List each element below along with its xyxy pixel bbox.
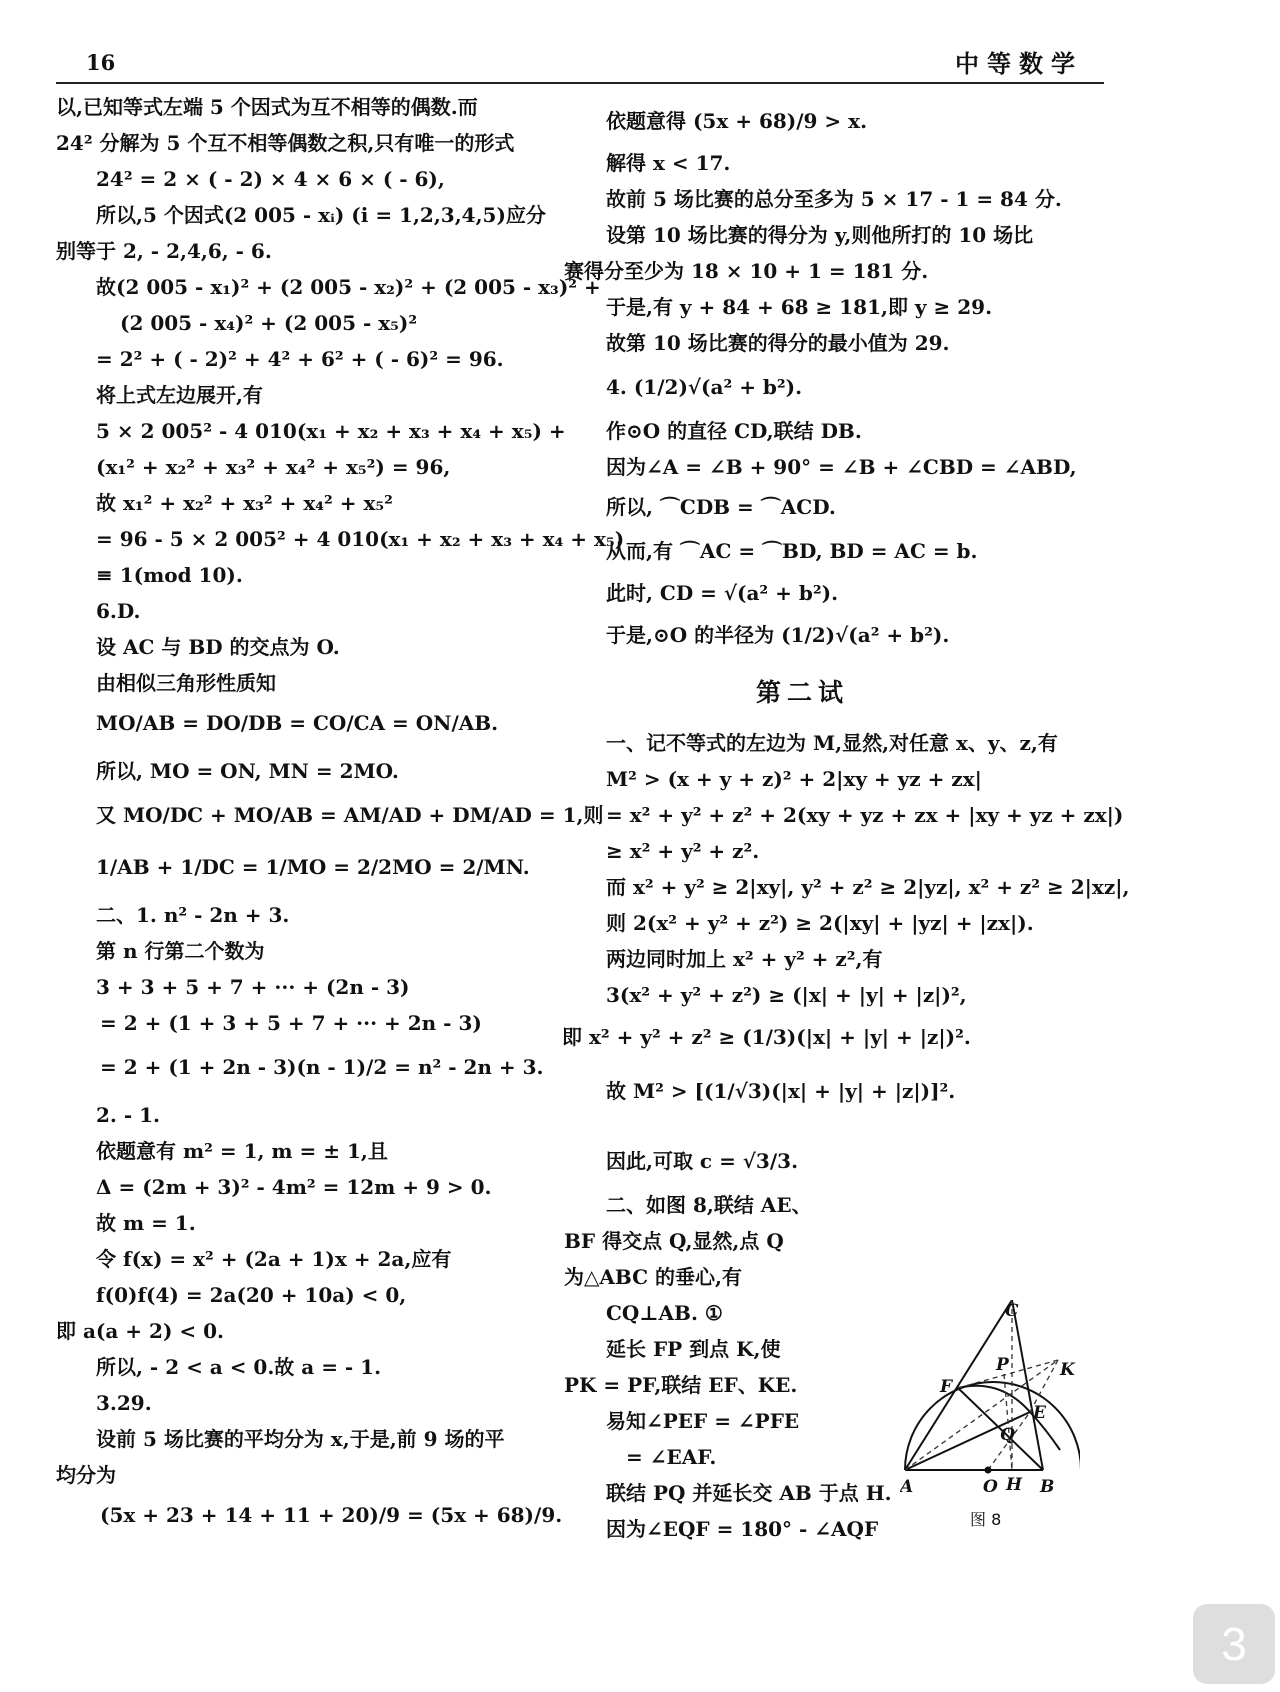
text-line: 赛得分至少为 18 × 10 + 1 = 181 分.	[564, 259, 929, 283]
equation: 而 x² + y² ≥ 2|xy|, y² + z² ≥ 2|yz|, x² + z² ≥ 2|xz|,	[606, 875, 1130, 899]
text-line: 易知∠PEF = ∠PFE	[606, 1409, 800, 1433]
equation: 3(x² + y² + z²) ≥ (|x| + |y| + |z|)²,	[606, 983, 967, 1007]
answer-label: 二、1. n² - 2n + 3.	[96, 903, 290, 927]
equation: 3 + 3 + 5 + 7 + ··· + (2n - 3)	[96, 975, 410, 999]
text-line: 由相似三角形性质知	[96, 671, 276, 695]
text-line: 别等于 2, - 2,4,6, - 6.	[56, 239, 272, 263]
text-line: 一、记不等式的左边为 M,显然,对任意 x、y、z,有	[606, 731, 1058, 755]
text-line: 依题意有 m² = 1, m = ± 1,且	[96, 1139, 388, 1163]
equation: = 2 + (1 + 3 + 5 + 7 + ··· + 2n - 3)	[100, 1011, 482, 1035]
text-line: 24² 分解为 5 个互不相等偶数之积,只有唯一的形式	[56, 131, 515, 155]
text-line: 联结 PQ 并延长交 AB 于点 H.	[606, 1481, 892, 1505]
text-line: BF 得交点 Q,显然,点 Q	[564, 1229, 784, 1253]
equation: = x² + y² + z² + 2(xy + yz + zx + |xy + yz + zx|)	[606, 803, 1124, 827]
equation: MO/AB = DO/DB = CO/CA = ON/AB.	[96, 711, 499, 735]
equation: 则 2(x² + y² + z²) ≥ 2(|xy| + |yz| + |zx|).	[606, 911, 1034, 935]
section-heading: 第二试	[756, 678, 850, 707]
equation: 故 m = 1.	[96, 1211, 196, 1235]
text-line: 于是,有 y + 84 + 68 ≥ 181,即 y ≥ 29.	[606, 295, 993, 319]
figure-caption: 图 8	[970, 1510, 1002, 1529]
label-Q: Q	[1000, 1425, 1015, 1445]
header-rule	[56, 82, 1104, 84]
equation: f(0)f(4) = 2a(20 + 10a) < 0,	[96, 1283, 407, 1307]
equation: ≡ 1(mod 10).	[96, 563, 243, 587]
label-E: E	[1033, 1403, 1046, 1423]
text-line: 因为∠A = ∠B + 90° = ∠B + ∠CBD = ∠ABD,	[606, 455, 1077, 479]
page-badge: 3	[1193, 1604, 1275, 1684]
equation: = 2² + ( - 2)² + 4² + 6² + ( - 6)² = 96.	[96, 347, 504, 371]
equation: 故 M² > [(1/√3)(|x| + |y| + |z|)]².	[606, 1079, 956, 1103]
equation: 即 x² + y² + z² ≥ (1/3)(|x| + |y| + |z|)².	[562, 1025, 971, 1049]
answer-label: 6.D.	[96, 599, 141, 623]
equation: 24² = 2 × ( - 2) × 4 × 6 × ( - 6),	[96, 167, 445, 191]
text-line: 将上式左边展开,有	[96, 383, 263, 407]
text-line: 于是,⊙O 的半径为 (1/2)√(a² + b²).	[606, 623, 950, 647]
equation: 因此,可取 c = √3/3.	[606, 1149, 799, 1173]
center-O	[985, 1467, 992, 1474]
text-line: 以,已知等式左端 5 个因式为互不相等的偶数.而	[56, 95, 478, 119]
journal-title: 中等数学	[955, 49, 1083, 78]
equation: 故 x₁² + x₂² + x₃² + x₄² + x₅²	[96, 491, 393, 515]
equation: (5x + 23 + 14 + 11 + 20)/9 = (5x + 68)/9.	[100, 1503, 563, 1527]
text-line: 故第 10 场比赛的得分的最小值为 29.	[606, 331, 950, 355]
text-line: 两边同时加上 x² + y² + z²,有	[606, 947, 883, 971]
text-line: 所以,5 个因式(2 005 - xᵢ) (i = 1,2,3,4,5)应分	[96, 203, 546, 227]
text-line: 故前 5 场比赛的总分至多为 5 × 17 - 1 = 84 分.	[606, 187, 1062, 211]
equation: = 96 - 5 × 2 005² + 4 010(x₁ + x₂ + x₃ + x₄ + x₅)	[96, 527, 625, 551]
equation: 即 a(a + 2) < 0.	[56, 1319, 224, 1343]
figure-8	[900, 1300, 1080, 1530]
text-line: 二、如图 8,联结 AE、	[606, 1193, 812, 1217]
label-K: K	[1060, 1360, 1075, 1380]
equation: 1/AB + 1/DC = 1/MO = 2/2MO = 2/MN.	[96, 855, 530, 879]
equation: 依题意得 (5x + 68)/9 > x.	[606, 109, 868, 133]
label-H: H	[1006, 1475, 1023, 1495]
equation: 故(2 005 - x₁)² + (2 005 - x₂)² + (2 005 - x₃)² +	[96, 275, 601, 299]
text-line: 设前 5 场比赛的平均分为 x,于是,前 9 场的平	[96, 1427, 505, 1451]
text-line: 设第 10 场比赛的得分为 y,则他所打的 10 场比	[606, 223, 1034, 247]
text-line: 此时, CD = √(a² + b²).	[606, 581, 839, 605]
label-P: P	[996, 1355, 1009, 1375]
text-line: 因为∠EQF = 180° - ∠AQF	[606, 1517, 879, 1541]
text-line: 设 AC 与 BD 的交点为 O.	[96, 635, 340, 659]
equation: 又 MO/DC + MO/AB = AM/AD + DM/AD = 1,则	[96, 803, 604, 827]
label-A: A	[900, 1477, 914, 1497]
label-O: O	[983, 1477, 998, 1497]
text-line: 解得 x < 17.	[606, 151, 731, 175]
answer-label: 2. - 1.	[96, 1103, 160, 1127]
page-number: 16	[86, 50, 116, 75]
text-line: = ∠EAF.	[626, 1445, 717, 1469]
text-line: 作⊙O 的直径 CD,联结 DB.	[606, 419, 862, 443]
text-line: 均分为	[56, 1463, 116, 1487]
text-line: 为△ABC 的垂心,有	[564, 1265, 743, 1289]
text-line: PK = PF,联结 EF、KE.	[564, 1373, 798, 1397]
equation: 5 × 2 005² - 4 010(x₁ + x₂ + x₃ + x₄ + x₅) +	[96, 419, 566, 443]
answer-label: 4. (1/2)√(a² + b²).	[606, 375, 803, 399]
equation: M² > (x + y + z)² + 2|xy + yz + zx|	[606, 767, 982, 791]
equation: = 2 + (1 + 2n - 3)(n - 1)/2 = n² - 2n + 3.	[100, 1055, 544, 1079]
label-B: B	[1040, 1477, 1055, 1497]
text-line: 所以, ⌒CDB = ⌒ACD.	[606, 495, 836, 519]
equation: 所以, MO = ON, MN = 2MO.	[96, 759, 399, 783]
label-C: C	[1005, 1301, 1019, 1321]
label-F: F	[940, 1377, 953, 1397]
text-line: 延长 FP 到点 K,使	[606, 1337, 781, 1361]
equation: (2 005 - x₄)² + (2 005 - x₅)²	[120, 311, 418, 335]
equation: CQ⊥AB. ①	[606, 1301, 723, 1325]
text-line: 所以, - 2 < a < 0.故 a = - 1.	[96, 1355, 382, 1379]
answer-label: 3.29.	[96, 1391, 152, 1415]
equation: (x₁² + x₂² + x₃² + x₄² + x₅²) = 96,	[96, 455, 451, 479]
equation: 令 f(x) = x² + (2a + 1)x + 2a,应有	[96, 1247, 452, 1271]
text-line: 从而,有 ⌒AC = ⌒BD, BD = AC = b.	[606, 539, 978, 563]
text-line: 第 n 行第二个数为	[96, 939, 265, 963]
equation: ≥ x² + y² + z².	[606, 839, 760, 863]
equation: Δ = (2m + 3)² - 4m² = 12m + 9 > 0.	[96, 1175, 492, 1199]
